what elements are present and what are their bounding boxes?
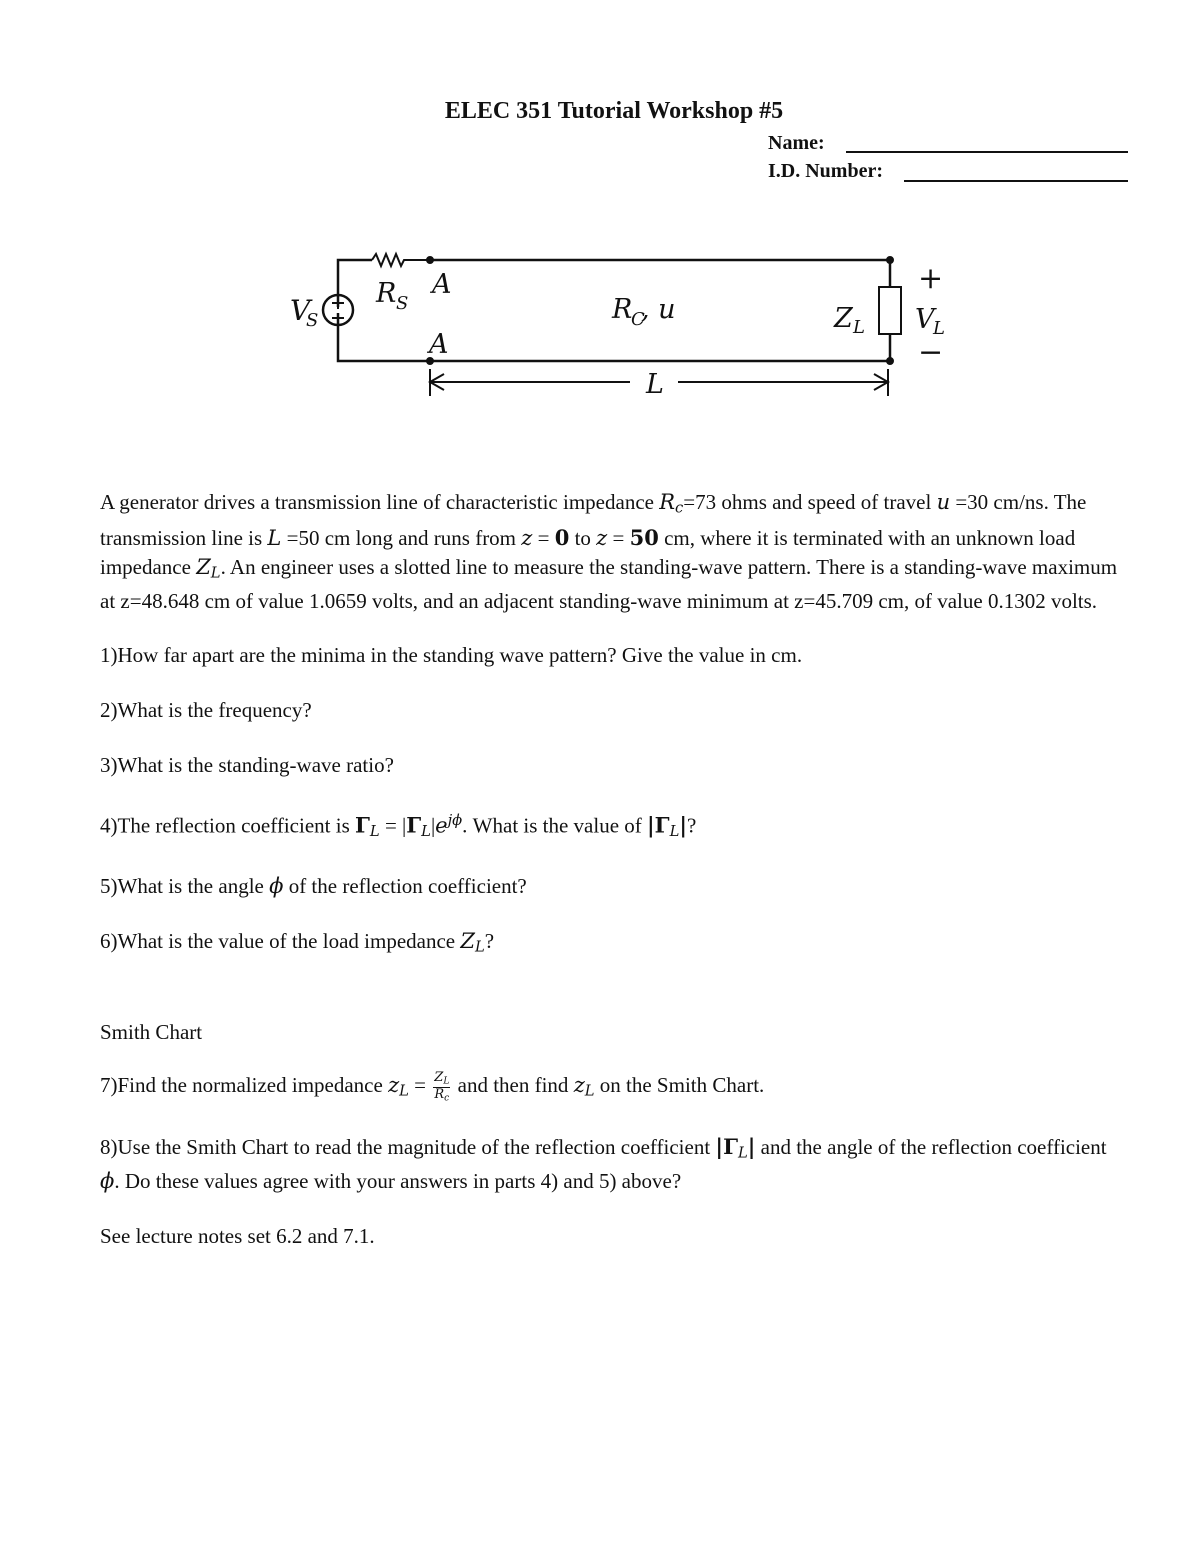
load-sub: L: [853, 317, 865, 338]
node-a-top-label: A: [432, 269, 452, 300]
question-8: 8)Use the Smith Chart to read the magnitude of the reflection coefficient $|\Gamma_L|$ and the angle of the reflection coefficient ϕ. Do these values agree with your answers in parts 4) and 5) above?: [100, 1133, 1107, 1194]
node-a-bottom-label: A: [429, 329, 449, 360]
source-label: V: [290, 294, 311, 327]
question-4: 4)The reflection coefficient is $\Gamma_L = |\Gamma_L|e^{j\phi}$. What is the value of $|\Gamma_L|$?: [100, 812, 697, 841]
page-title: ELEC 351 Tutorial Workshop #5: [444, 98, 784, 124]
normalized-impedance-fraction: $\frac{Z_L}{R_c}$: [434, 1070, 450, 1104]
question-2: 2)What is the frequency?: [100, 698, 312, 723]
resistor-icon: [372, 254, 430, 266]
question-5: 5)What is the angle ϕ of the reflection coefficient?: [100, 874, 527, 899]
id-number-label: I.D. Number:: [768, 160, 883, 182]
line-label-tail: , u: [641, 294, 676, 325]
line-sub: C: [631, 309, 645, 330]
voltage-minus: −: [918, 335, 944, 370]
voltage-plus: +: [918, 261, 944, 296]
smith-chart-heading: Smith Chart: [100, 1020, 203, 1045]
question-6: 6)What is the value of the load impedance $Z_L$?: [100, 929, 495, 957]
line-label: R: [612, 294, 633, 325]
worksheet-body: [100, 488, 1130, 1277]
voltage-label: V: [915, 304, 935, 335]
length-label: L: [646, 369, 664, 400]
source-sub: S: [306, 310, 319, 331]
transmission-line-circuit-diagram: [280, 240, 980, 405]
resistor-sub: S: [396, 293, 409, 314]
load-impedance-icon: [879, 287, 901, 334]
question-1: 1)How far apart are the minima in the standing wave pattern? Give the value in cm.: [100, 643, 803, 668]
source-wire-bottom: [338, 313, 430, 361]
id-number-field[interactable]: [904, 180, 1128, 182]
name-field[interactable]: [846, 151, 1128, 153]
question-7: 7)Find the normalized impedance $z_L$ = $\frac{Z_L}{R_c}$ and then find $z_L$ on the Smith Chart.: [100, 1070, 765, 1104]
footer-note: See lecture notes set 6.2 and 7.1.: [100, 1224, 375, 1249]
resistor-label: R: [376, 278, 397, 309]
name-label: Name:: [768, 132, 825, 154]
voltage-sub: L: [933, 318, 945, 339]
question-3: 3)What is the standing-wave ratio?: [100, 753, 394, 778]
source-wire: [338, 260, 372, 307]
problem-statement: A generator drives a transmission line of characteristic impedance $R_c=73$ ohms and speed of travel u =30 cm/ns. The transmission line is L =50 cm long and runs from z = 0 to z = 50 cm, where it is terminated with an unknown load impedance $Z_L$. An engineer uses a slotted line to measure the standing-wave pattern. There is a standing-wave maximum at z=48.648 cm of value 1.0659 volts, and an adjacent standing-wave minimum at z=45.709 cm, of value 0.1302 volts.: [100, 490, 1118, 614]
load-label: Z: [834, 303, 853, 334]
